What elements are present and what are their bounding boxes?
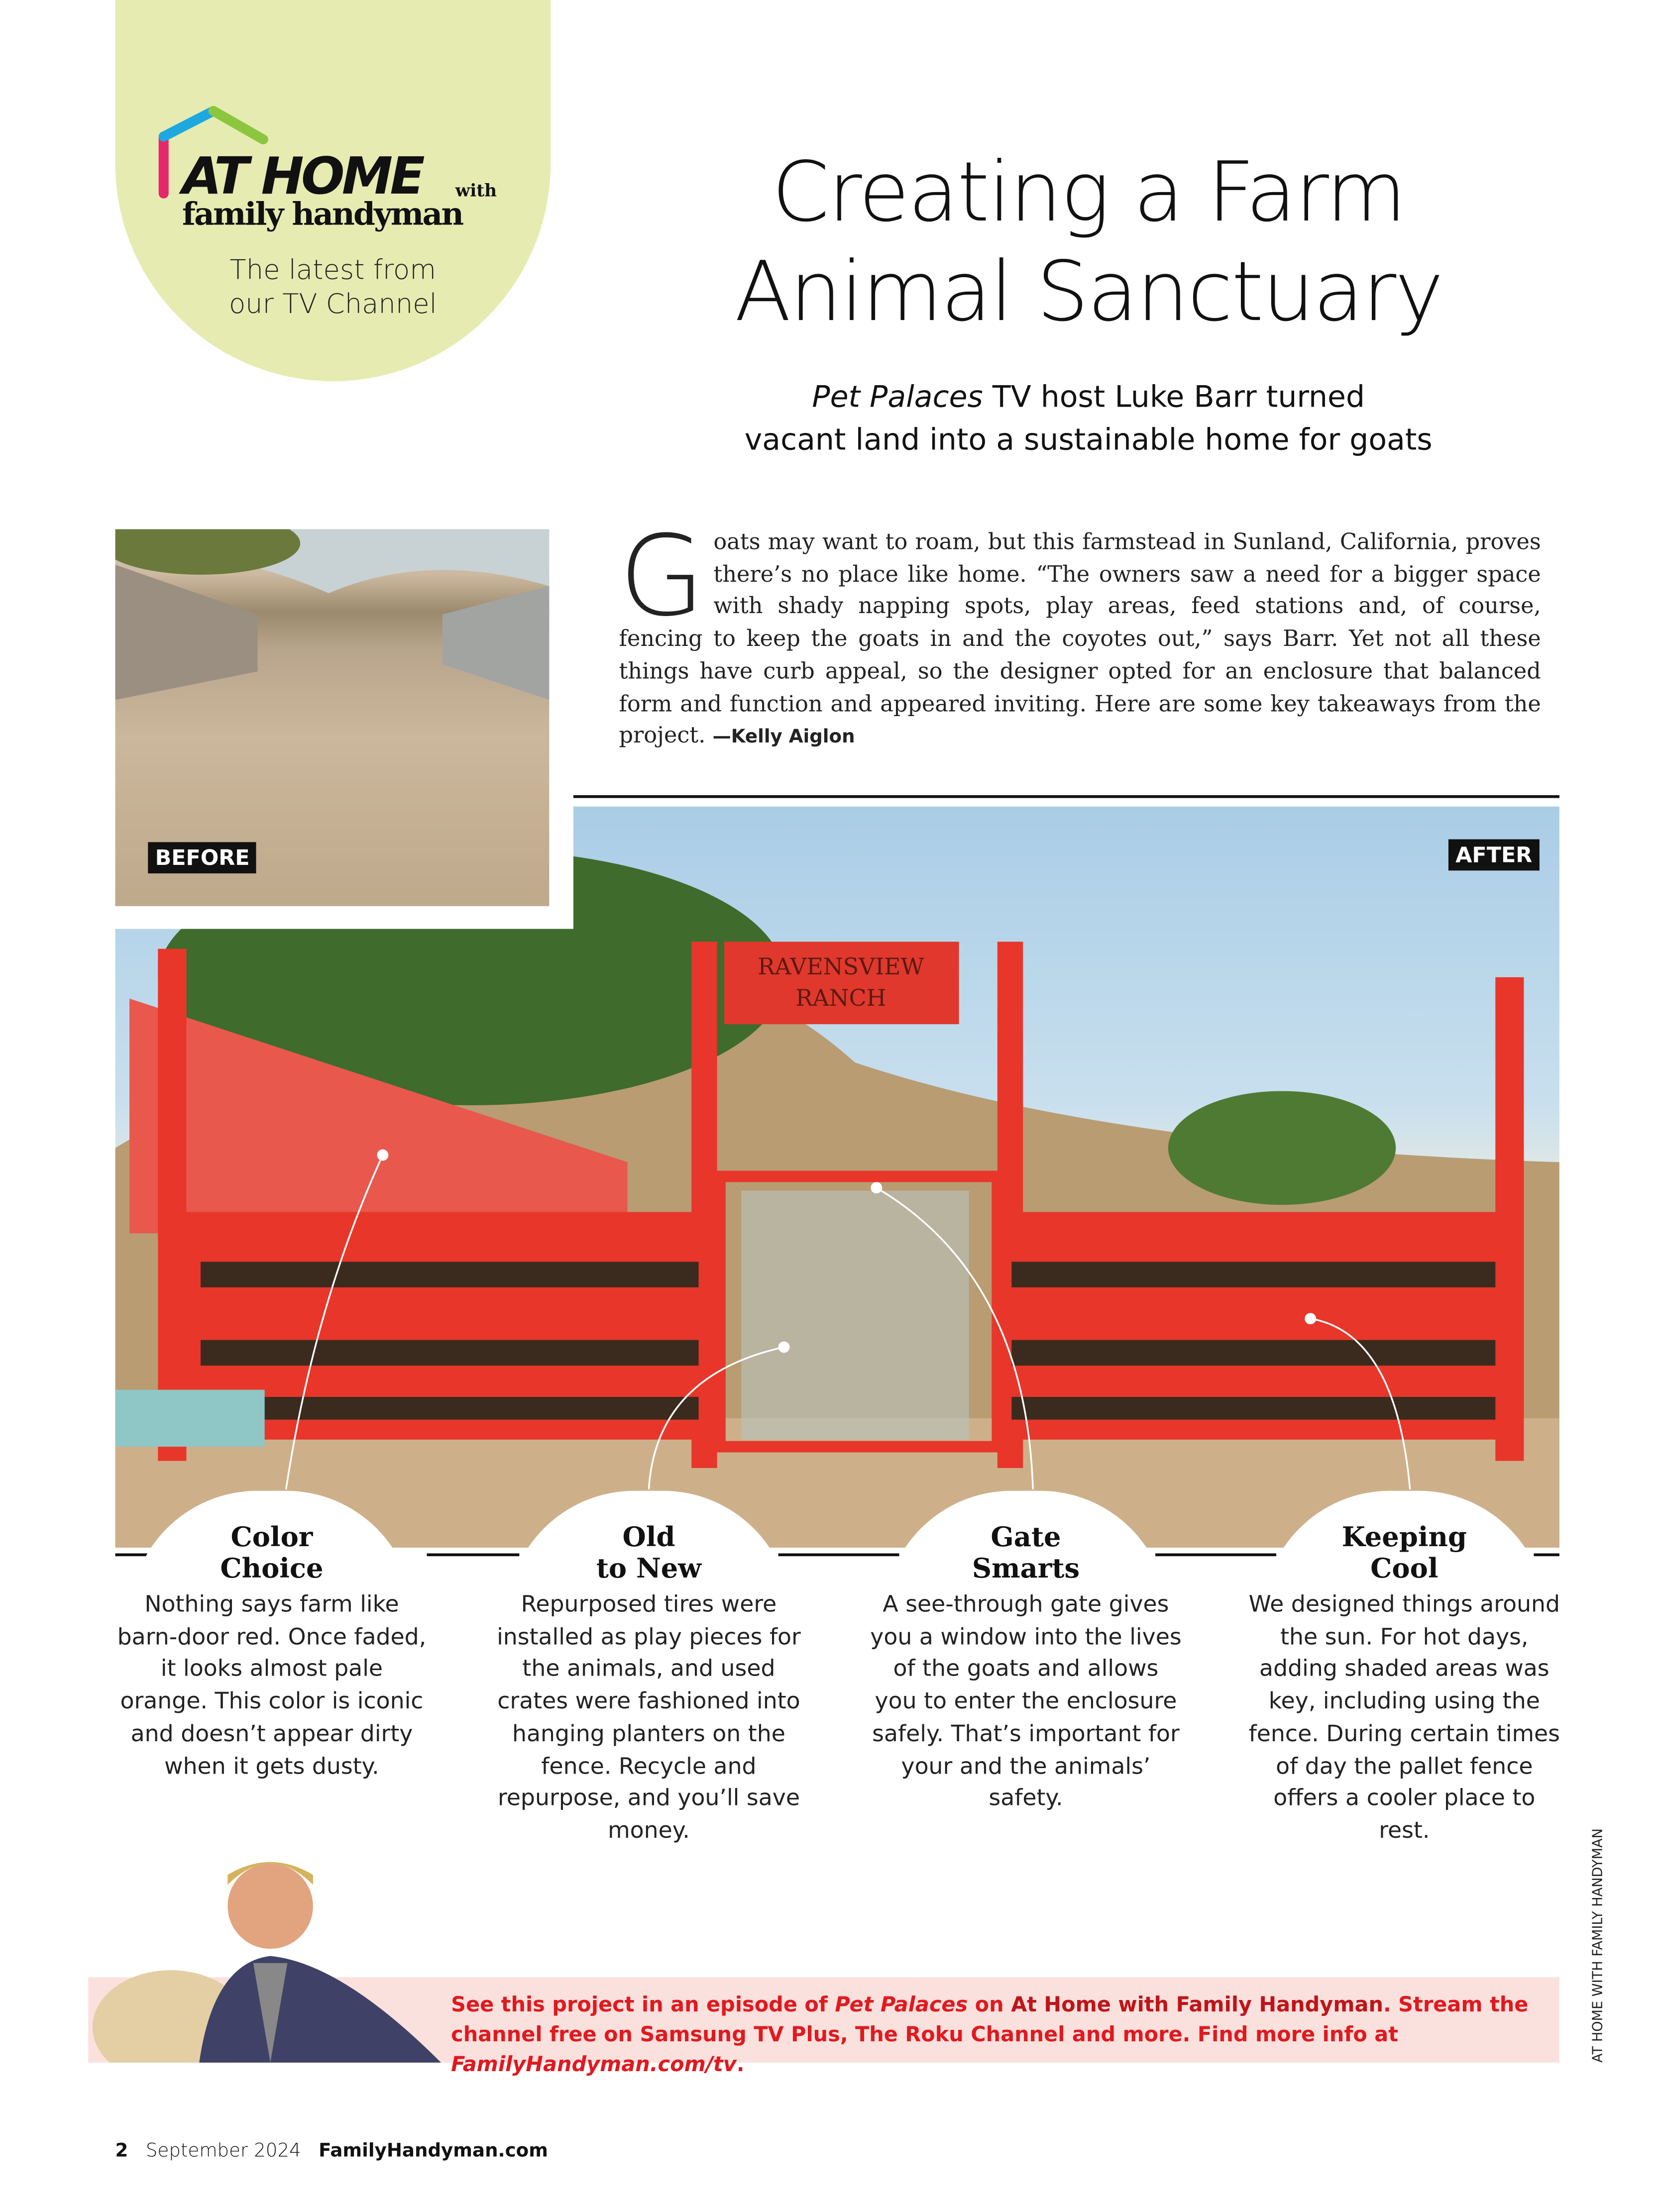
website: FamilyHandyman.com xyxy=(319,2141,548,2162)
subtitle-text: TV host Luke Barr turned xyxy=(983,380,1365,414)
subtitle-text: vacant land into a sustainable home for goats xyxy=(744,422,1433,457)
tip-title: Color xyxy=(230,1522,313,1554)
after-label: AFTER xyxy=(1448,840,1540,871)
title-line: Creating a Farm xyxy=(772,143,1405,241)
tip-title: to New xyxy=(596,1553,702,1585)
host-photo xyxy=(86,1849,442,2063)
page-footer xyxy=(115,2141,548,2162)
tip-body: We designed things around the sun. For hot days, adding shaded areas was key, including using the fence. During certain times of day the pallet fence offers a cooler place to rest. xyxy=(1248,1590,1560,1844)
logo-at-home: AT HOME xyxy=(182,148,422,207)
tip-body: Nothing says farm like barn-door red. Once faded, it looks almost pale orange. This color is iconic and doesn’t appear dirty when it gets dusty. xyxy=(117,1590,427,1779)
tip-color-choice xyxy=(115,1522,429,1783)
tip-title: Keeping xyxy=(1341,1522,1467,1554)
channel-name: At Home with Family Handyman xyxy=(1011,1994,1383,2017)
promo-text-part: . Stream the channel free on Samsung TV Plus, The Roku Channel and more. Find more info at xyxy=(451,1994,1529,2047)
divider xyxy=(573,795,1559,798)
tip-title: Smarts xyxy=(972,1553,1080,1585)
sign-line: RAVENSVIEW xyxy=(758,953,924,980)
tip-title: Choice xyxy=(220,1553,324,1585)
promo-text-part: See this project in an episode of xyxy=(451,1994,835,2017)
tip-body: A see-through gate gives you a window into the lives of the goats and allows you to enter the enclosure safely. That’s important for your and the animals’ safety. xyxy=(870,1590,1182,1811)
subtitle xyxy=(626,376,1551,461)
tip-old-to-new xyxy=(492,1522,805,1848)
byline: —Kelly Aiglon xyxy=(712,727,855,749)
issue-date: September 2024 xyxy=(145,2141,301,2162)
logo-with: with xyxy=(455,181,497,201)
title-line: Animal Sanctuary xyxy=(734,243,1442,340)
tagline-line: our TV Channel xyxy=(228,289,437,320)
promo-text-part: on xyxy=(968,1994,1011,2017)
logo-family-handyman: family handyman xyxy=(182,196,463,233)
badge-tagline xyxy=(115,253,551,321)
tip-title: Cool xyxy=(1370,1553,1438,1585)
tagline-line: The latest from xyxy=(229,254,437,286)
intro-text: oats may want to roam, but this farmstead in Sunland, California, proves there’s no place like home. “The owners saw a need for a bigger space with shady napping spots, play areas, feed stations and, of course, fencing to keep the goats in and the coyotes out,” says Barr. Yet not all these things have curb appeal, so the designer opted for an enclosure that balanced form and function and appeared inviting. Here are some key takeaways from the project. xyxy=(619,529,1541,749)
website-link[interactable]: FamilyHandyman.com/tv xyxy=(451,2054,737,2077)
tip-gate-smarts xyxy=(870,1522,1183,1815)
intro-paragraph xyxy=(619,513,1541,755)
promo-text xyxy=(451,1992,1553,2081)
page-number: 2 xyxy=(115,2141,128,2162)
drop-cap: G xyxy=(619,513,705,642)
side-running-head: AT HOME WITH FAMILY HANDYMAN xyxy=(1590,1828,1607,2063)
tip-title: Old xyxy=(622,1522,675,1554)
tip-title: Gate xyxy=(991,1522,1061,1554)
before-label: BEFORE xyxy=(148,842,257,873)
sign-line: RANCH xyxy=(795,984,886,1011)
tip-body: Repurposed tires were installed as play pieces for the animals, and used crates were fashioned into hanging planters on the fence. Recycle and repurpose, and you’ll save money. xyxy=(497,1590,801,1844)
promo-text-part: . xyxy=(736,2054,745,2077)
page-title xyxy=(626,142,1551,341)
show-name: Pet Palaces xyxy=(812,380,983,414)
show-name: Pet Palaces xyxy=(835,1994,968,2017)
tip-keeping-cool xyxy=(1248,1522,1561,1848)
